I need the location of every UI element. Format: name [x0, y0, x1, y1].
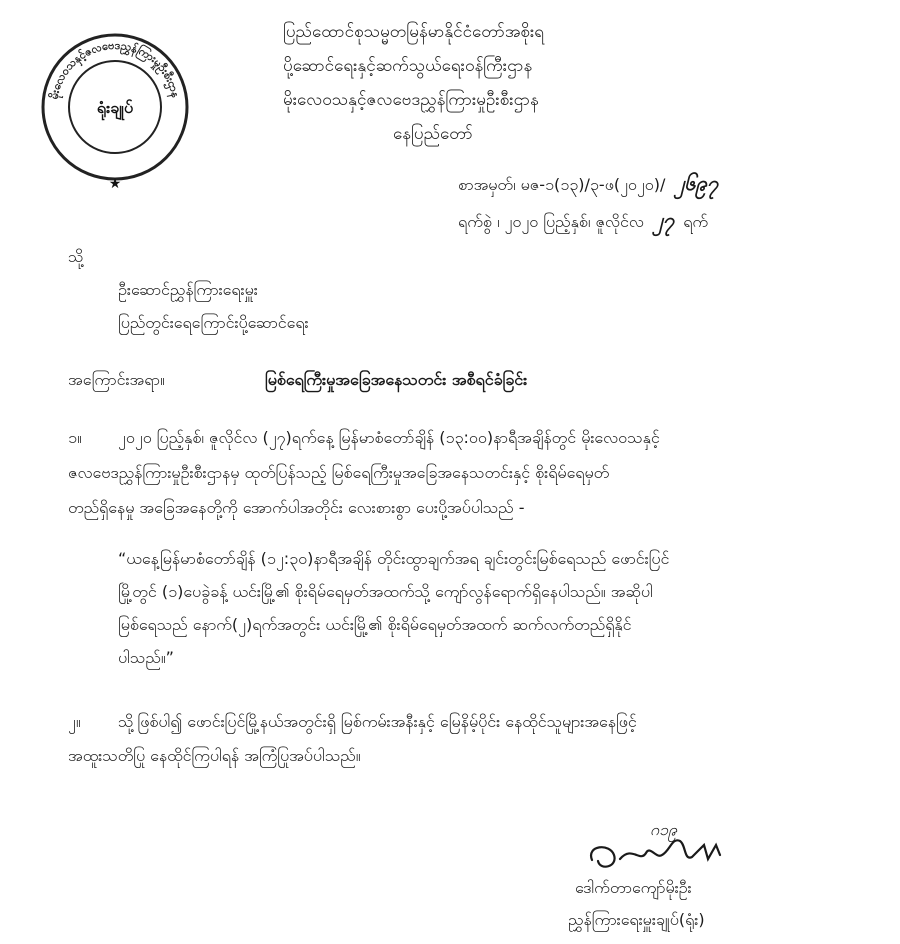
date-suffix: ရက်: [683, 212, 709, 231]
header-ministry: ပို့ဆောင်ရေးနှင့်ဆက်သွယ်ရေးဝန်ကြီးဌာန: [283, 56, 533, 76]
quote-line: မြစ်ရေသည် နောက်(၂)ရက်အတွင်း ယင်းမြို့၏ စိုးရိမ်ရေမှတ်အထက် ဆက်လက်တည်ရှိနိုင်: [118, 615, 632, 634]
letter-number-handwritten: ၂၆၉၇: [674, 171, 719, 195]
paragraph-1-line: တည်ရှိနေမှု အခြေအနေတို့ကို အောက်ပါအတိုင်း လေးစားစွာ ပေးပို့အပ်ပါသည် -: [68, 498, 525, 517]
quote-line: ပါသည်။”: [118, 648, 174, 667]
to-label: သို့: [68, 247, 84, 266]
paragraph-1-line: ဇလဗေဒညွှန်ကြားမှုဦးစီးဌာနမှ ထုတ်ပြန်သည့် မြစ်ရေကြီးမှုအခြေအနေသတင်းနှင့် စိုးရိမ်ရေမှတ်: [68, 463, 610, 482]
letter-number-value: မဇ-၁(၁၃)/၃-ဖ(၂၀၂၀)/: [520, 175, 666, 194]
paragraph-2-number: ၂။: [68, 712, 81, 731]
paragraph-1-line: ၂၀၂၀ ပြည့်နှစ်၊ ဇူလိုင်လ (၂၇)ရက်နေ့ မြန်မာစံတော်ချိန် (၁၃:၀၀)နာရီအချိန်တွင် မိုးလေဝသနှင့်: [118, 428, 660, 447]
date-day-handwritten: ၂၇: [653, 208, 675, 232]
recipient-title: ဦးဆောင်ညွှန်ကြားရေးမှူး: [118, 280, 258, 299]
quoted-bulletin: [118, 545, 669, 672]
paragraph-1-number: ၁။: [68, 428, 82, 447]
quote-line: “ယနေ့မြန်မာစံတော်ချိန် (၁၂:၃၀)နာရီအချိန် တိုင်းထွာချက်အရ ချင်းတွင်းမြစ်ရေသည် ဖောင်းပြင်: [118, 549, 670, 568]
paragraph-2-line: သို့ဖြစ်ပါ၍ ဖောင်းပြင်မြို့နယ်အတွင်းရှိ မြစ်ကမ်းအနီးနှင့် မြေနိမ့်ပိုင်း နေထိုင်သူများအနေဖြင့်: [118, 712, 637, 731]
seal-center-text: ရုံးချုပ်: [96, 98, 134, 117]
signature: [580, 815, 760, 880]
signatory-name: ဒေါက်တာကျော်မိုးဦး: [575, 878, 692, 897]
header-city: နေပြည်တော်: [393, 124, 473, 144]
signature-handwritten-text: ဂ၁၉: [650, 820, 678, 839]
signatory-title: ညွှန်ကြားရေးမှူးချုပ်(ရုံး): [568, 910, 705, 929]
subject-text: မြစ်ရေကြီးမှုအခြေအနေသတင်း အစီရင်ခံခြင်း: [265, 370, 528, 389]
date-label: ရက်စွဲ: [458, 212, 492, 231]
svg-text:မိုးလေဝသနှင့်ဇလဗေဒညွှန်ကြားမှု: [47, 39, 183, 101]
official-seal: [40, 12, 190, 202]
paragraph-2: [68, 708, 637, 770]
subject-label: အကြောင်းအရာ။: [68, 370, 165, 389]
letter-number: [458, 173, 718, 195]
letter-number-label: စာအမှတ်၊: [458, 175, 516, 194]
letter-date: [458, 210, 708, 232]
date-value: ၊ ၂၀၂၀ ပြည့်နှစ်၊ ဇူလိုင်လ: [496, 212, 644, 231]
header-department: မိုးလေဝသနှင့်ဇလဗေဒညွှန်ကြားမှုဦးစီးဌာန: [283, 90, 539, 110]
recipient-department: ပြည်တွင်းရေကြောင်းပို့ဆောင်ရေး: [118, 313, 309, 332]
paragraph-2-line: အထူးသတိပြု နေထိုင်ကြပါရန် အကြံပြုအပ်ပါသည်။: [68, 746, 361, 765]
quote-line: မြို့တွင် (၁)ပေခွဲခန့် ယင်းမြို့၏ စိုးရိမ်ရေမှတ်အထက်သို့ ကျော်လွန်ရောက်ရှိနေပါသည်။ အဆိုပါ: [118, 582, 653, 601]
header-government: ပြည်ထောင်စုသမ္မတမြန်မာနိုင်ငံတော်အစိုးရ: [283, 22, 545, 42]
paragraph-1: [68, 424, 660, 522]
seal-ring-text: မိုးလေဝသနှင့်ဇလဗေဒညွှန်ကြားမှုဦးစီးဌာန: [47, 38, 183, 101]
seal-star-icon: ★: [108, 176, 122, 192]
